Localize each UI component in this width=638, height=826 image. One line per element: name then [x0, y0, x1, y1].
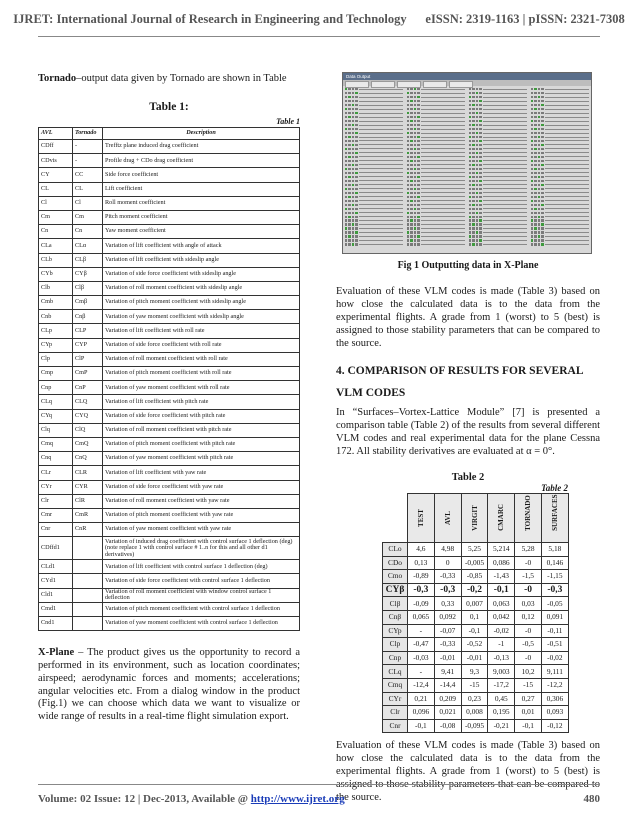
- table1-cell-tornado: ClP: [73, 352, 103, 366]
- figure-window-title: Data Output: [343, 73, 591, 80]
- surfaces-paragraph: In “Surfaces–Vortex-Lattice Module” [7] is presented a comparison table (Table 2) of the results from several different VLM codes and real experimental data for the plane Cessna 172. All stability derivatives are evaluated at α = 0°.: [336, 407, 600, 457]
- table2-row: [383, 638, 569, 652]
- table2-cell: -1,5: [515, 570, 542, 584]
- figure-window-tabs: [343, 80, 591, 86]
- tornado-intro: [38, 72, 300, 85]
- table1-row: [39, 210, 300, 224]
- table1-row: [39, 537, 300, 560]
- table1-cell-description: Variation of roll moment coefficient with pitch rate: [103, 423, 300, 437]
- table1-cell-avl: CYp: [39, 338, 73, 352]
- table1-cell-description: Variation of yaw moment coefficient with pitch rate: [103, 452, 300, 466]
- table2-cell: 4,6: [408, 543, 435, 557]
- table1-cell-tornado: [73, 560, 103, 574]
- table1-cell-tornado: CYβ: [73, 267, 103, 281]
- table2-cell: 9,003: [488, 665, 515, 679]
- table2-cell: -0,02: [488, 624, 515, 638]
- table2-cell: -0,1: [515, 719, 542, 733]
- table1-cell-description: Variation of lift coefficient with control surface 1 deflection (deg): [103, 560, 300, 574]
- table2-row-label: Cmq: [383, 678, 408, 692]
- table2-cell: 0,092: [434, 610, 461, 624]
- table1-cell-avl: Cmr: [39, 508, 73, 522]
- table1-cell-description: Variation of pitch moment coefficient with control surface 1 deflection: [103, 602, 300, 616]
- table2-row-label: Clp: [383, 638, 408, 652]
- table1-cell-avl: CLa: [39, 239, 73, 253]
- table2-cell: -1: [488, 638, 515, 652]
- table1-body: [39, 140, 300, 631]
- table1-row: [39, 494, 300, 508]
- table1-cell-tornado: CLα: [73, 239, 103, 253]
- table1-cell-tornado: -: [73, 140, 103, 154]
- table1-cell-avl: Cnp: [39, 381, 73, 395]
- table2-cell: 0,021: [434, 706, 461, 720]
- table1-cell-description: Trefftz plane induced drag coefficient: [103, 140, 300, 154]
- section-heading: 4. COMPARISON OF RESULTS FOR SEVERAL VLM CODES: [336, 365, 583, 399]
- xplane-paragraph: [38, 647, 300, 724]
- table2-cell: -15: [461, 678, 488, 692]
- table1-cell-tornado: Cl: [73, 196, 103, 210]
- table1-cell-description: Variation of side force coefficient with yaw rate: [103, 480, 300, 494]
- table1-cell-description: Variation of yaw moment coefficient with yaw rate: [103, 523, 300, 537]
- table1-row: [39, 253, 300, 267]
- table2-cell: -0,51: [541, 638, 568, 652]
- table1-cell-description: Variation of lift coefficient with roll rate: [103, 324, 300, 338]
- table2-col-avl: AVL: [434, 494, 461, 543]
- table1-cell-avl: Cnq: [39, 452, 73, 466]
- table1-cell-description: Variation of roll moment coefficient with roll rate: [103, 352, 300, 366]
- table2-cell: 0,008: [461, 706, 488, 720]
- table2-cell: -0,33: [434, 570, 461, 584]
- table2-cell: -0,01: [434, 651, 461, 665]
- table2-cell: -0: [515, 583, 542, 597]
- tornado-intro-text: –output data given by Tornado are shown in Table: [76, 73, 287, 84]
- table1-cell-avl: CLr: [39, 466, 73, 480]
- table1-cell-tornado: [73, 617, 103, 631]
- right-column: [336, 72, 600, 804]
- table2-cell: -12,4: [408, 678, 435, 692]
- table1-cell-avl: Cmp: [39, 367, 73, 381]
- table2-row-label: Clβ: [383, 597, 408, 611]
- table2-cell: 9,41: [434, 665, 461, 679]
- table1-cell-tornado: Clβ: [73, 281, 103, 295]
- table1-cell-avl: Clq: [39, 423, 73, 437]
- table2-cell: -0,095: [461, 719, 488, 733]
- figure-grid-column: [469, 88, 527, 251]
- table1-cell-description: Variation of pitch moment coefficient with yaw rate: [103, 508, 300, 522]
- table2-cell: 0,33: [434, 597, 461, 611]
- table2-cell: -1,43: [488, 570, 515, 584]
- table1-cell-description: Pitch moment coefficient: [103, 210, 300, 224]
- table1-cell-avl: CYd1: [39, 574, 73, 588]
- table2-cell: -0,09: [408, 597, 435, 611]
- table1-cell-description: Variation of yaw moment coefficient with roll rate: [103, 381, 300, 395]
- table1-cell-avl: Cl: [39, 196, 73, 210]
- header-divider: [38, 36, 600, 37]
- table1-cell-tornado: [73, 574, 103, 588]
- table1-row: [39, 437, 300, 451]
- xplane-data-output-figure: [342, 72, 592, 254]
- table1-cell-tornado: Cn: [73, 225, 103, 239]
- table2-row-label: Clr: [383, 706, 408, 720]
- table2-cell: -0,13: [488, 651, 515, 665]
- table1-row: [39, 574, 300, 588]
- table2-cell: 0,209: [434, 692, 461, 706]
- table2-cell: -0,5: [515, 638, 542, 652]
- table1-cell-avl: CLd1: [39, 560, 73, 574]
- table2-row: [383, 583, 569, 597]
- table2-cell: -: [408, 665, 435, 679]
- figure-grid-column: [531, 88, 589, 251]
- table1-cell-tornado: CnR: [73, 523, 103, 537]
- table2-cell: -0,3: [541, 583, 568, 597]
- table2-row: [383, 665, 569, 679]
- table2-cell: 0,21: [408, 692, 435, 706]
- table2-cell: -0: [515, 556, 542, 570]
- table1-cell-tornado: Cm: [73, 210, 103, 224]
- table2-cell: 0,195: [488, 706, 515, 720]
- table2-row-label: CYr: [383, 692, 408, 706]
- table1-cell-description: Variation of side force coefficient with pitch rate: [103, 409, 300, 423]
- vlm-comparison-table: [382, 493, 569, 733]
- table1-cell-tornado: CYR: [73, 480, 103, 494]
- figure-grid-column: [407, 88, 465, 251]
- table1-cell-description: Variation of pitch moment coefficient with sideslip angle: [103, 296, 300, 310]
- table1-cell-tornado: [73, 537, 103, 560]
- table2-cell: -: [408, 624, 435, 638]
- table2-row: [383, 610, 569, 624]
- tornado-label: Tornado: [38, 73, 77, 84]
- table1-cell-tornado: Cnβ: [73, 310, 103, 324]
- table2-cell: -1,15: [541, 570, 568, 584]
- table1-row: [39, 367, 300, 381]
- table2-row: [383, 719, 569, 733]
- table1-cell-tornado: -: [73, 154, 103, 168]
- table1-row: [39, 452, 300, 466]
- table2-row-label: CDo: [383, 556, 408, 570]
- table1-row: [39, 352, 300, 366]
- table1-cell-tornado: [73, 602, 103, 616]
- table1-row: [39, 617, 300, 631]
- table2-cell: 0,091: [541, 610, 568, 624]
- table2-cell: -0,1: [461, 624, 488, 638]
- table1-cell-tornado: CLQ: [73, 395, 103, 409]
- table2-subtitle: Table 2: [541, 483, 568, 493]
- table1-row: [39, 423, 300, 437]
- table1-cell-avl: CDffd1: [39, 537, 73, 560]
- table1-cell-tornado: CLβ: [73, 253, 103, 267]
- table1-cell-avl: Clr: [39, 494, 73, 508]
- table1-row: [39, 196, 300, 210]
- table1-col-tornado: Tornado: [73, 128, 103, 140]
- table2-cell: 5,214: [488, 543, 515, 557]
- table1-row: [39, 381, 300, 395]
- table1-cell-description: Profile drag + CDo drag coefficient: [103, 154, 300, 168]
- table1-row: [39, 324, 300, 338]
- table1-cell-tornado: CL: [73, 182, 103, 196]
- table2-cell: 9,3: [461, 665, 488, 679]
- footer-volume: Volume: 02 Issue: 12 | Dec-2013, Available @: [38, 793, 251, 805]
- table1-cell-description: Variation of lift coefficient with angle of attack: [103, 239, 300, 253]
- table1-cell-avl: CL: [39, 182, 73, 196]
- table2-cell: 0,146: [541, 556, 568, 570]
- left-column: [38, 72, 300, 724]
- table1-col-avl: AVL: [39, 128, 73, 140]
- table2-row: [383, 556, 569, 570]
- table1-cell-tornado: Cmβ: [73, 296, 103, 310]
- table2-cell: 0,086: [488, 556, 515, 570]
- table1-cell-description: Variation of side force coefficient with sideslip angle: [103, 267, 300, 281]
- table1-cell-description: Variation of side force coefficient with control surface 1 deflection: [103, 574, 300, 588]
- table2-col-tornado: TORNADO: [515, 494, 542, 543]
- table1-row: [39, 466, 300, 480]
- table2-col-surfaces: SURFACES: [541, 494, 568, 543]
- table2-row-label: Cnr: [383, 719, 408, 733]
- table2-cell: 0,065: [408, 610, 435, 624]
- table2-cell: 0,27: [515, 692, 542, 706]
- table2-cell: -0,21: [488, 719, 515, 733]
- table2-row: [383, 597, 569, 611]
- table2-cell: 9,111: [541, 665, 568, 679]
- table1-cell-avl: Cn: [39, 225, 73, 239]
- footer-divider: [38, 784, 600, 785]
- table1-cell-description: Lift coefficient: [103, 182, 300, 196]
- table2-cell: 0,45: [488, 692, 515, 706]
- table1-row: [39, 168, 300, 182]
- table2-row: [383, 543, 569, 557]
- footer-link[interactable]: http://www.ijret.org: [250, 793, 345, 805]
- table2-cell: 5,25: [461, 543, 488, 557]
- journal-name: IJRET: International Journal of Research in Engineering and Technology: [13, 12, 407, 26]
- table1-cell-avl: CYb: [39, 267, 73, 281]
- table2-corner: [383, 494, 408, 543]
- table1-cell-description: Variation of lift coefficient with yaw rate: [103, 466, 300, 480]
- table1-cell-avl: CDff: [39, 140, 73, 154]
- table1-cell-avl: CYr: [39, 480, 73, 494]
- table2-title: Table 2: [451, 472, 485, 483]
- table2-cell: -12,2: [541, 678, 568, 692]
- table1-row: [39, 508, 300, 522]
- table2-cell: 0,063: [488, 597, 515, 611]
- table1-header-row: [39, 128, 300, 140]
- table1-cell-tornado: CLR: [73, 466, 103, 480]
- table2-cell: -0,3: [434, 583, 461, 597]
- table2-cell: -0,1: [488, 583, 515, 597]
- table2-cell: -0: [515, 624, 542, 638]
- table2-cell: -0,07: [434, 624, 461, 638]
- table1-cell-description: Variation of pitch moment coefficient with roll rate: [103, 367, 300, 381]
- table2-cell: 0,23: [461, 692, 488, 706]
- table2-cell: -0,2: [461, 583, 488, 597]
- table1-row: [39, 602, 300, 616]
- table2-row: [383, 692, 569, 706]
- table1-cell-avl: Clp: [39, 352, 73, 366]
- table2-cell: 0,01: [515, 706, 542, 720]
- table2-cell: -15: [515, 678, 542, 692]
- table2-header-row: [383, 494, 569, 543]
- table2-row-label: CYβ: [383, 583, 408, 597]
- table1-row: [39, 338, 300, 352]
- table2-row-label: CLo: [383, 543, 408, 557]
- table1-cell-avl: Cnd1: [39, 617, 73, 631]
- table1-cell-tornado: CnP: [73, 381, 103, 395]
- table2-row-label: Cmo: [383, 570, 408, 584]
- table1-cell-tornado: CnQ: [73, 452, 103, 466]
- table2-row-label: Cnp: [383, 651, 408, 665]
- table1-cell-avl: Cm: [39, 210, 73, 224]
- table2-cell: 10,2: [515, 665, 542, 679]
- table1-cell-avl: Cmb: [39, 296, 73, 310]
- table1-row: [39, 588, 300, 602]
- table2-cell: -0,52: [461, 638, 488, 652]
- table2-cell: -17,2: [488, 678, 515, 692]
- table1-cell-description: Yaw moment coefficient: [103, 225, 300, 239]
- table1-cell-tornado: CYP: [73, 338, 103, 352]
- table2-row-label: CLq: [383, 665, 408, 679]
- table2-row: [383, 706, 569, 720]
- table2-cell: -0,03: [408, 651, 435, 665]
- table2-cell: -0,89: [408, 570, 435, 584]
- table2-cell: 0,042: [488, 610, 515, 624]
- table1-cell-tornado: ClQ: [73, 423, 103, 437]
- table2-cell: -0,02: [541, 651, 568, 665]
- table2-cell: -14,4: [434, 678, 461, 692]
- table1-cell-tornado: [73, 588, 103, 602]
- table1-cell-tornado: CmR: [73, 508, 103, 522]
- table1-cell-description: Variation of yaw moment coefficient with control surface 1 deflection: [103, 617, 300, 631]
- table1-cell-avl: CLq: [39, 395, 73, 409]
- table1-row: [39, 480, 300, 494]
- table1-row: [39, 560, 300, 574]
- figure-grid-column: [345, 88, 403, 251]
- table2-row-label: Cnβ: [383, 610, 408, 624]
- table1-cell-avl: CY: [39, 168, 73, 182]
- table2-col-virgit: VIRGIT: [461, 494, 488, 543]
- table1-cell-avl: Cnr: [39, 523, 73, 537]
- table1-row: [39, 267, 300, 281]
- table2-cell: 0: [434, 556, 461, 570]
- table1-row: [39, 296, 300, 310]
- table1-cell-avl: CLp: [39, 324, 73, 338]
- table1-cell-avl: Cmd1: [39, 602, 73, 616]
- figure-data-grid: [345, 88, 589, 251]
- table2-cell: 0,007: [461, 597, 488, 611]
- table2-cell: -0,11: [541, 624, 568, 638]
- table2-cell: -0,47: [408, 638, 435, 652]
- table1-row: [39, 182, 300, 196]
- table1-cell-description: Variation of lift coefficient with pitch rate: [103, 395, 300, 409]
- table1-cell-description: Variation of side force coefficient with roll rate: [103, 338, 300, 352]
- table1-cell-description: Roll moment coefficient: [103, 196, 300, 210]
- table1-cell-description: Variation of lift coefficient with sideslip angle: [103, 253, 300, 267]
- table1-cell-description: Variation of roll moment coefficient with window control surface 1 deflection: [103, 588, 300, 602]
- table2-cell: -0,33: [434, 638, 461, 652]
- table1-cell-avl: Cnb: [39, 310, 73, 324]
- journal-issn: eISSN: 2319-1163 | pISSN: 2321-7308: [425, 12, 625, 26]
- table1-row: [39, 395, 300, 409]
- table2-cell: 0,096: [408, 706, 435, 720]
- table2-cell: -0,01: [461, 651, 488, 665]
- table1-cell-description: Variation of induced drag coefficient with control surface 1 deflection (deg) (note replace 1 with control surface # 1..n for this and all other d1 derivatives): [103, 537, 300, 560]
- table1-cell-description: Side force coefficient: [103, 168, 300, 182]
- table1-row: [39, 239, 300, 253]
- table2-cell: -0: [515, 651, 542, 665]
- table1-cell-tornado: CmQ: [73, 437, 103, 451]
- table2-cell: 0,12: [515, 610, 542, 624]
- page-footer: [38, 793, 600, 805]
- table2-wrapper: [382, 483, 568, 733]
- table1-cell-description: Variation of yaw moment coefficient with sideslip angle: [103, 310, 300, 324]
- table1-cell-tornado: CC: [73, 168, 103, 182]
- table2-row: [383, 651, 569, 665]
- table1-col-description: Description: [103, 128, 300, 140]
- table2-cell: -0,12: [541, 719, 568, 733]
- table1-row: [39, 523, 300, 537]
- xplane-label: X-Plane: [38, 647, 75, 659]
- table1-row: [39, 409, 300, 423]
- xplane-text: – The product gives us the opportunity to record a performed in its environment, such as location coordinates; airspeed; aerodynamic forces and moments; accelerations; angular velocities etc. From a dialog window in the product (Fig.1) we can choose which data we want to visualize or wide range of results in a real-time flight simulation export.: [38, 647, 300, 723]
- table2-cell: 0,03: [515, 597, 542, 611]
- table1-cell-avl: Clb: [39, 281, 73, 295]
- table2-cell: 0,306: [541, 692, 568, 706]
- table1-row: [39, 225, 300, 239]
- table2-cell: 5,28: [515, 543, 542, 557]
- table2-col-cmarc: CMARC: [488, 494, 515, 543]
- table1-cell-tornado: ClR: [73, 494, 103, 508]
- table2-col-test: TEST: [408, 494, 435, 543]
- page-number: 480: [583, 793, 600, 805]
- table2-cell: 4,98: [434, 543, 461, 557]
- avl-tornado-table: [38, 127, 300, 631]
- table1-cell-description: Variation of roll moment coefficient with yaw rate: [103, 494, 300, 508]
- table1-cell-tornado: CYQ: [73, 409, 103, 423]
- table1-cell-avl: CYq: [39, 409, 73, 423]
- table1-cell-tornado: CmP: [73, 367, 103, 381]
- evaluation-paragraph: Evaluation of these VLM codes is made (Table 3) based on how close the calculated data is to the data from the experimental flights. A grade from 1 (worst) to 5 (best) is assigned to those stability parameters that can be compared to the source.: [336, 286, 600, 349]
- table1-cell-description: Variation of pitch moment coefficient with pitch rate: [103, 437, 300, 451]
- table1-subtitle: Table 1: [276, 117, 300, 126]
- table1-cell-avl: Cld1: [39, 588, 73, 602]
- table2-cell: 0,13: [408, 556, 435, 570]
- table2-cell: -0,3: [408, 583, 435, 597]
- table1-title: Table 1:: [149, 101, 189, 113]
- table2-cell: -0,08: [434, 719, 461, 733]
- table2-row: [383, 570, 569, 584]
- table1-row: [39, 281, 300, 295]
- table1-cell-description: Variation of roll moment coefficient with sideslip angle: [103, 281, 300, 295]
- table1-cell-tornado: CLP: [73, 324, 103, 338]
- table1-row: [39, 154, 300, 168]
- table1-row: [39, 140, 300, 154]
- table2-cell: -0,1: [408, 719, 435, 733]
- figure-caption: Fig 1 Outputting data in X-Plane: [397, 260, 539, 271]
- table1-cell-avl: CDvis: [39, 154, 73, 168]
- journal-header: [0, 12, 638, 27]
- table1-cell-avl: Cmq: [39, 437, 73, 451]
- table2-row: [383, 624, 569, 638]
- table2-cell: 0,1: [461, 610, 488, 624]
- table2-row-label: CYp: [383, 624, 408, 638]
- evaluation-paragraph-repeat: Evaluation of these VLM codes is made (Table 3) based on how close the calculated data is to the data from the experimental flights. A grade from 1 (worst) to 5 (best) is assigned to those stability parameters that can be compared to the source.: [336, 740, 600, 804]
- table2-cell: -0,005: [461, 556, 488, 570]
- table2-cell: -0,05: [541, 597, 568, 611]
- table2-cell: 5,18: [541, 543, 568, 557]
- table2-cell: 0,093: [541, 706, 568, 720]
- table2-body: [383, 543, 569, 733]
- table1-cell-avl: CLb: [39, 253, 73, 267]
- table1-row: [39, 310, 300, 324]
- table2-row: [383, 678, 569, 692]
- table2-cell: -0,85: [461, 570, 488, 584]
